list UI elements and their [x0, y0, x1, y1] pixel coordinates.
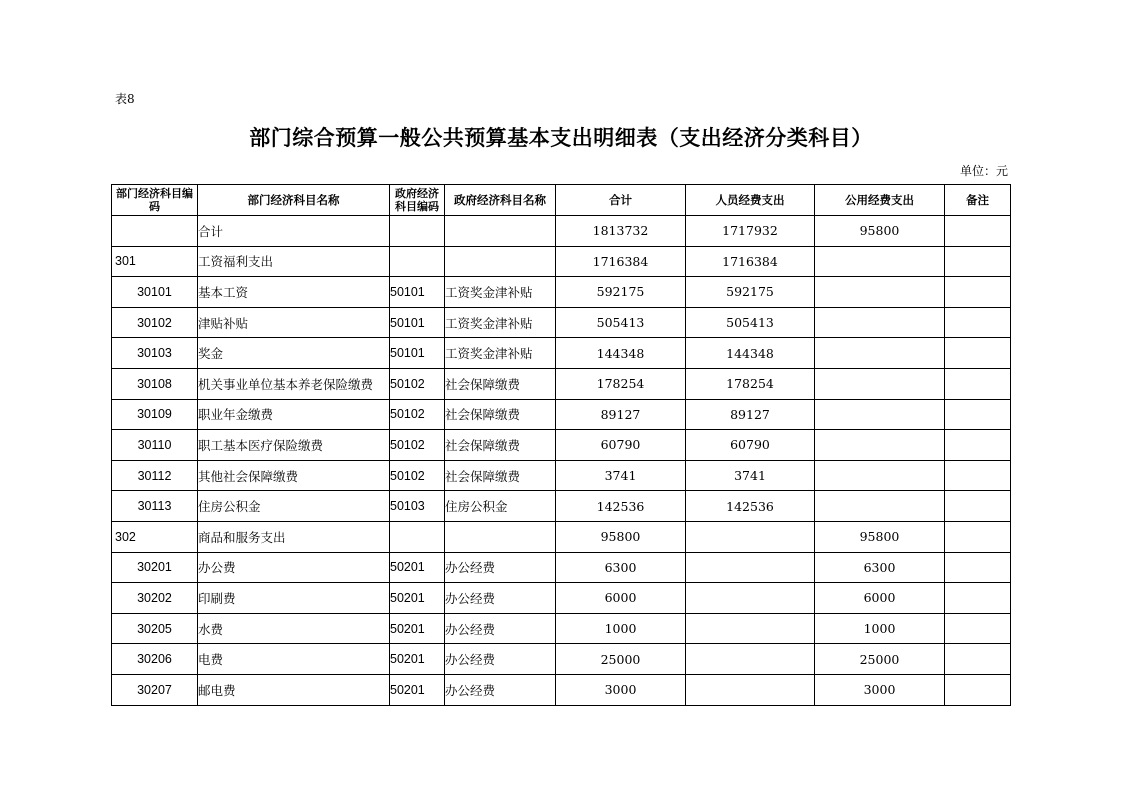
cell-personnel	[686, 552, 815, 583]
header-gov-code: 政府经济科目编码	[390, 185, 445, 216]
cell-public	[815, 277, 945, 308]
cell-gov-code: 50201	[390, 583, 445, 614]
cell-public: 1000	[815, 613, 945, 644]
cell-personnel	[686, 583, 815, 614]
cell-personnel	[686, 644, 815, 675]
cell-public: 6300	[815, 552, 945, 583]
cell-public	[815, 460, 945, 491]
cell-gov-code	[390, 246, 445, 277]
cell-remark	[945, 583, 1011, 614]
cell-public	[815, 246, 945, 277]
cell-gov-code: 50201	[390, 552, 445, 583]
cell-dept-code	[112, 216, 198, 247]
cell-public: 3000	[815, 674, 945, 705]
cell-total: 6300	[556, 552, 686, 583]
cell-gov-name: 住房公积金	[445, 491, 556, 522]
table-row	[112, 644, 1011, 675]
cell-gov-name	[445, 521, 556, 552]
cell-gov-code: 50102	[390, 368, 445, 399]
table-row	[112, 521, 1011, 552]
header-remark: 备注	[945, 185, 1011, 216]
cell-dept-code: 30112	[112, 460, 198, 491]
cell-gov-code: 50201	[390, 674, 445, 705]
cell-dept-code: 30109	[112, 399, 198, 430]
cell-gov-code: 50102	[390, 399, 445, 430]
cell-total: 1716384	[556, 246, 686, 277]
cell-gov-code	[390, 216, 445, 247]
cell-personnel: 60790	[686, 430, 815, 461]
cell-dept-code: 30108	[112, 368, 198, 399]
cell-public	[815, 430, 945, 461]
cell-dept-code: 30205	[112, 613, 198, 644]
cell-remark	[945, 430, 1011, 461]
cell-remark	[945, 307, 1011, 338]
header-dept-code: 部门经济科目编码	[112, 185, 198, 216]
cell-dept-name: 印刷费	[198, 583, 390, 614]
cell-total: 60790	[556, 430, 686, 461]
cell-dept-name: 其他社会保障缴费	[198, 460, 390, 491]
table-row	[112, 338, 1011, 369]
cell-gov-name: 办公经费	[445, 583, 556, 614]
cell-gov-code: 50102	[390, 460, 445, 491]
cell-public: 95800	[815, 216, 945, 247]
cell-gov-code: 50201	[390, 644, 445, 675]
cell-remark	[945, 399, 1011, 430]
cell-gov-name: 办公经费	[445, 674, 556, 705]
cell-gov-code	[390, 521, 445, 552]
cell-public: 25000	[815, 644, 945, 675]
cell-personnel: 1717932	[686, 216, 815, 247]
cell-gov-name: 工资奖金津补贴	[445, 277, 556, 308]
table-row	[112, 552, 1011, 583]
cell-gov-name: 办公经费	[445, 613, 556, 644]
cell-remark	[945, 644, 1011, 675]
table-row	[112, 583, 1011, 614]
cell-total: 505413	[556, 307, 686, 338]
cell-total: 95800	[556, 521, 686, 552]
cell-personnel: 89127	[686, 399, 815, 430]
cell-gov-name: 工资奖金津补贴	[445, 338, 556, 369]
cell-dept-name: 电费	[198, 644, 390, 675]
cell-public	[815, 338, 945, 369]
cell-dept-name: 机关事业单位基本养老保险缴费	[198, 368, 390, 399]
cell-remark	[945, 613, 1011, 644]
cell-total: 144348	[556, 338, 686, 369]
cell-personnel	[686, 674, 815, 705]
cell-dept-code: 30207	[112, 674, 198, 705]
cell-dept-name: 水费	[198, 613, 390, 644]
cell-total: 89127	[556, 399, 686, 430]
cell-remark	[945, 277, 1011, 308]
cell-public	[815, 368, 945, 399]
cell-total: 592175	[556, 277, 686, 308]
unit-label: 单位：元	[960, 164, 1009, 178]
cell-remark	[945, 246, 1011, 277]
table-body	[112, 216, 1011, 706]
cell-dept-code: 30206	[112, 644, 198, 675]
cell-personnel: 142536	[686, 491, 815, 522]
cell-gov-name: 社会保障缴费	[445, 399, 556, 430]
cell-personnel	[686, 521, 815, 552]
cell-gov-name: 社会保障缴费	[445, 368, 556, 399]
table-number-label: 表8	[115, 92, 135, 106]
cell-dept-name: 职工基本医疗保险缴费	[198, 430, 390, 461]
cell-gov-code: 50101	[390, 307, 445, 338]
cell-total: 142536	[556, 491, 686, 522]
table-row	[112, 307, 1011, 338]
budget-table	[111, 184, 1011, 706]
header-public: 公用经费支出	[815, 185, 945, 216]
cell-dept-code: 30102	[112, 307, 198, 338]
cell-gov-name: 工资奖金津补贴	[445, 307, 556, 338]
header-dept-name: 部门经济科目名称	[198, 185, 390, 216]
table-row	[112, 613, 1011, 644]
cell-gov-name: 社会保障缴费	[445, 460, 556, 491]
cell-dept-name: 奖金	[198, 338, 390, 369]
cell-public	[815, 491, 945, 522]
cell-dept-code: 30110	[112, 430, 198, 461]
header-total: 合计	[556, 185, 686, 216]
cell-total: 6000	[556, 583, 686, 614]
table-row	[112, 277, 1011, 308]
cell-dept-name: 职业年金缴费	[198, 399, 390, 430]
cell-gov-name: 社会保障缴费	[445, 430, 556, 461]
cell-dept-name: 津贴补贴	[198, 307, 390, 338]
cell-remark	[945, 674, 1011, 705]
cell-total: 3741	[556, 460, 686, 491]
cell-dept-code: 30101	[112, 277, 198, 308]
table-row	[112, 216, 1011, 247]
cell-remark	[945, 491, 1011, 522]
cell-dept-name: 商品和服务支出	[198, 521, 390, 552]
cell-dept-code: 301	[112, 246, 198, 277]
cell-total: 178254	[556, 368, 686, 399]
cell-gov-name	[445, 216, 556, 247]
cell-personnel	[686, 613, 815, 644]
cell-gov-code: 50201	[390, 613, 445, 644]
cell-dept-name: 邮电费	[198, 674, 390, 705]
cell-remark	[945, 368, 1011, 399]
table-row	[112, 674, 1011, 705]
cell-total: 1000	[556, 613, 686, 644]
table-row	[112, 460, 1011, 491]
cell-dept-code: 30113	[112, 491, 198, 522]
cell-gov-name: 办公经费	[445, 552, 556, 583]
cell-public	[815, 307, 945, 338]
cell-remark	[945, 552, 1011, 583]
cell-remark	[945, 460, 1011, 491]
cell-gov-code: 50101	[390, 338, 445, 369]
table-row	[112, 491, 1011, 522]
cell-gov-name: 办公经费	[445, 644, 556, 675]
header-personnel: 人员经费支出	[686, 185, 815, 216]
cell-dept-name: 住房公积金	[198, 491, 390, 522]
cell-dept-code: 302	[112, 521, 198, 552]
cell-remark	[945, 216, 1011, 247]
cell-dept-code: 30202	[112, 583, 198, 614]
cell-dept-name: 基本工资	[198, 277, 390, 308]
cell-gov-name	[445, 246, 556, 277]
cell-gov-code: 50102	[390, 430, 445, 461]
cell-gov-code: 50101	[390, 277, 445, 308]
header-gov-name: 政府经济科目名称	[445, 185, 556, 216]
cell-public: 95800	[815, 521, 945, 552]
table-row	[112, 246, 1011, 277]
page-title: 部门综合预算一般公共预算基本支出明细表（支出经济分类科目）	[249, 126, 873, 150]
table-row	[112, 368, 1011, 399]
cell-personnel: 178254	[686, 368, 815, 399]
table-row	[112, 430, 1011, 461]
cell-dept-name: 合计	[198, 216, 390, 247]
cell-public	[815, 399, 945, 430]
cell-personnel: 592175	[686, 277, 815, 308]
cell-remark	[945, 338, 1011, 369]
table-row	[112, 399, 1011, 430]
cell-dept-code: 30103	[112, 338, 198, 369]
cell-personnel: 505413	[686, 307, 815, 338]
cell-remark	[945, 521, 1011, 552]
cell-personnel: 1716384	[686, 246, 815, 277]
cell-gov-code: 50103	[390, 491, 445, 522]
cell-personnel: 144348	[686, 338, 815, 369]
cell-dept-name: 工资福利支出	[198, 246, 390, 277]
cell-total: 3000	[556, 674, 686, 705]
cell-total: 1813732	[556, 216, 686, 247]
cell-dept-code: 30201	[112, 552, 198, 583]
cell-personnel: 3741	[686, 460, 815, 491]
header-row	[112, 185, 1011, 216]
cell-dept-name: 办公费	[198, 552, 390, 583]
cell-public: 6000	[815, 583, 945, 614]
cell-total: 25000	[556, 644, 686, 675]
